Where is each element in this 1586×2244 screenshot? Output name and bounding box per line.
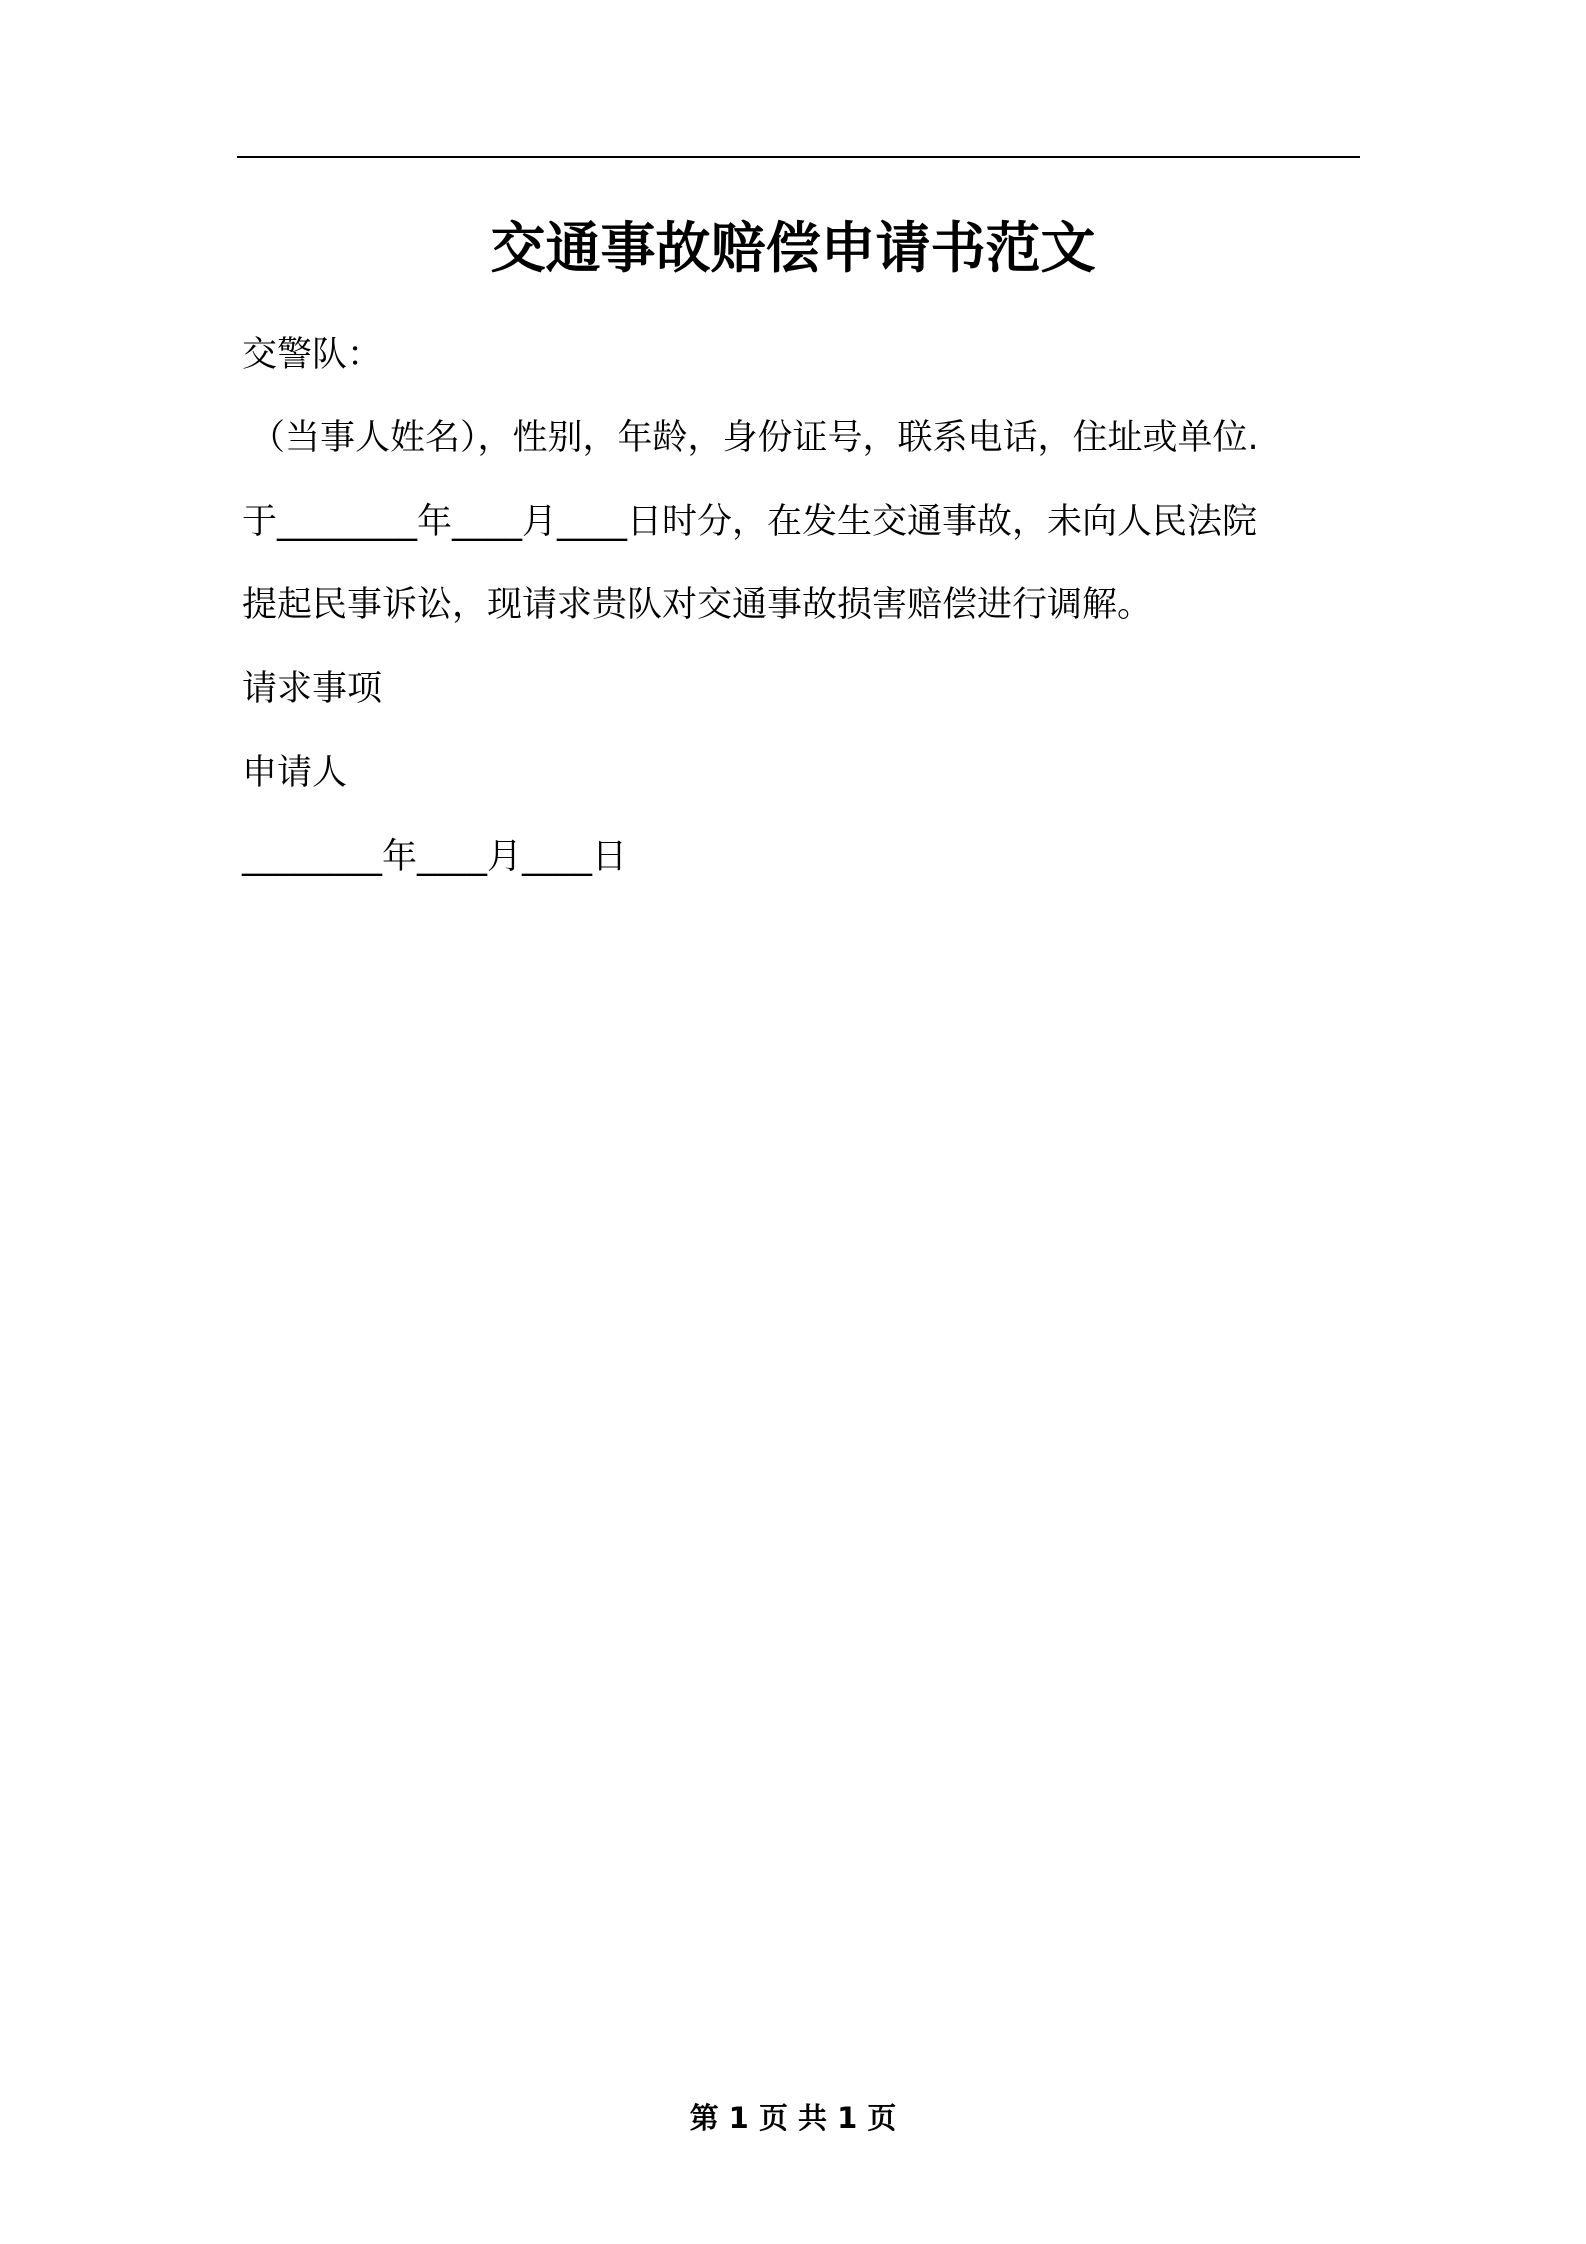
applicant-label: 申请人 bbox=[242, 753, 348, 793]
addressee-line: 交警队： bbox=[242, 335, 383, 375]
request-mediation-line: 提起民事诉讼，现请求贵队对交通事故损害赔偿进行调解。 bbox=[242, 585, 1153, 625]
signature-date-line: ________年____月____日 bbox=[242, 837, 628, 877]
header-divider bbox=[237, 156, 1360, 158]
party-info-line: （当事人姓名），性别，年龄，身份证号，联系电话，住址或单位. bbox=[250, 418, 1259, 458]
request-items-heading: 请求事项 bbox=[242, 669, 383, 709]
incident-date-line: 于________年____月____日时分，在发生交通事故，未向人民法院 bbox=[242, 502, 1258, 542]
document-title: 交通事故赔偿申请书范文 bbox=[490, 216, 1096, 280]
page-number-footer: 第 1 页 共 1 页 bbox=[689, 2101, 897, 2135]
